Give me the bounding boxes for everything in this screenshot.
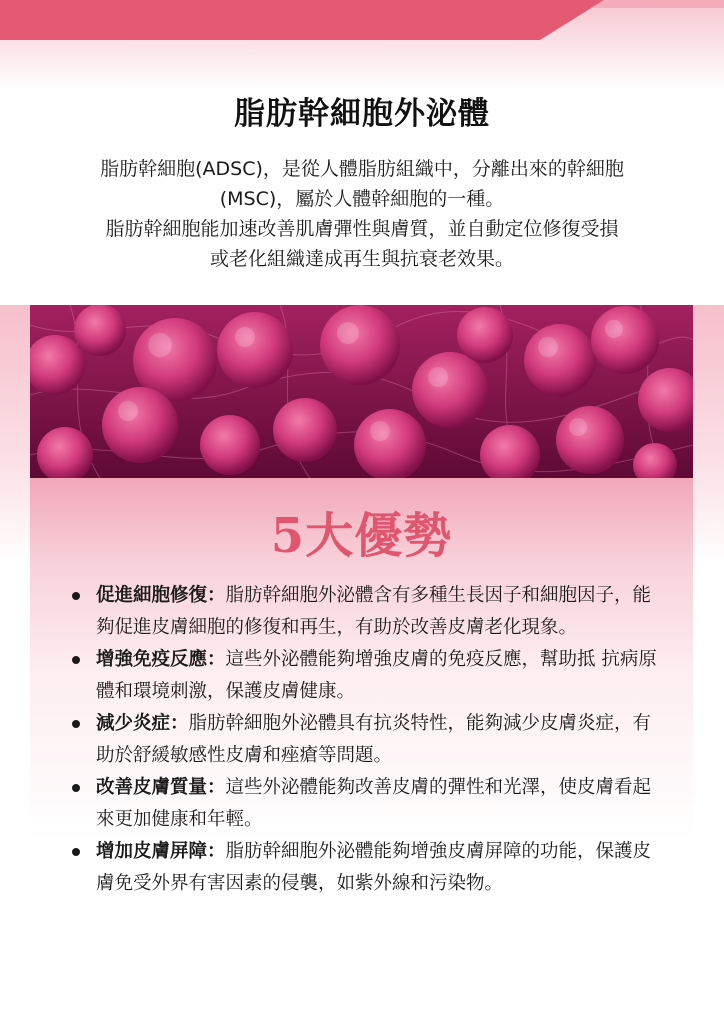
- list-item: [72, 836, 662, 900]
- item-label: 減少炎症：: [96, 713, 189, 734]
- page-title: 脂肪幹細胞外泌體: [234, 96, 490, 132]
- bullet-icon: [72, 720, 80, 728]
- intro-line: 脂肪幹細胞(ADSC)，是從人體脂肪組織中，分離出來的幹細胞: [100, 158, 624, 180]
- advantages-list: [72, 580, 662, 900]
- item-label: 增強免疫反應：: [96, 649, 226, 670]
- advantages-title: 5大優勢: [270, 508, 453, 564]
- intro-line: 或老化組織達成再生與抗衰老效果。: [209, 248, 514, 270]
- stem-cell-micrograph: [30, 305, 693, 478]
- item-text: 這些外泌體能夠改善皮膚的彈性和光澤，使皮膚看起來更加健康和年輕。: [96, 777, 652, 830]
- item-text: 脂肪幹細胞外泌體具有抗炎特性，能夠減少皮膚炎症，有助於舒緩敏感性皮膚和痤瘡等問題。: [96, 713, 652, 766]
- item-text: 脂肪幹細胞外泌體能夠增強皮膚屏障的功能，保護皮膚免受外界有害因素的侵襲，如紫外線和污染物。: [96, 841, 652, 894]
- intro-line: 脂肪幹細胞能加速改善肌膚彈性與膚質，並自動定位修復受損: [105, 218, 619, 240]
- intro-line: (MSC)，屬於人體幹細胞的一種。: [219, 188, 505, 210]
- item-text: 這些外泌體能夠增強皮膚的免疫反應，幫助抵 抗病原體和環境刺激，保護皮膚健康。: [96, 649, 657, 702]
- item-label: 促進細胞修復：: [96, 585, 226, 606]
- item-label: 增加皮膚屏障：: [96, 841, 226, 862]
- bullet-icon: [72, 848, 80, 856]
- list-item: [72, 772, 662, 836]
- list-item: [72, 580, 662, 644]
- list-item: [72, 644, 662, 708]
- intro-text: [50, 154, 674, 274]
- item-text: 脂肪幹細胞外泌體含有多種生長因子和細胞因子，能夠促進皮膚細胞的修復和再生，有助於改善皮膚老化現象。: [96, 585, 652, 638]
- top-banner-bar: [0, 0, 724, 40]
- bullet-icon: [72, 784, 80, 792]
- bullet-icon: [72, 656, 80, 664]
- list-item: [72, 708, 662, 772]
- item-label: 改善皮膚質量：: [96, 777, 226, 798]
- bullet-icon: [72, 592, 80, 600]
